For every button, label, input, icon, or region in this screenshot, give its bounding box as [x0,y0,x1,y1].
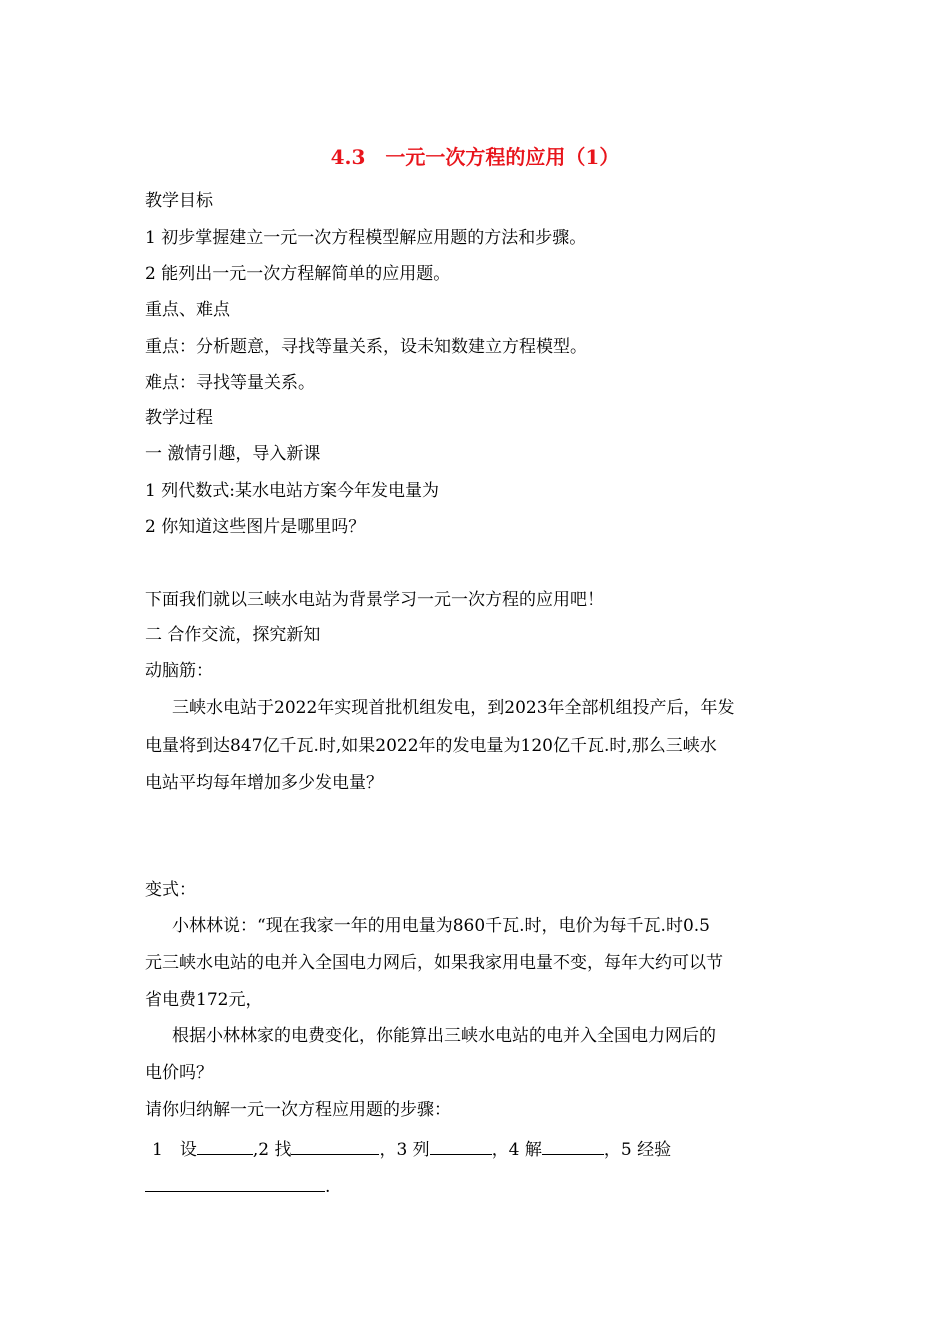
step-3-blank[interactable] [430,1137,492,1155]
step-5-label: ，5 经验 [603,1140,672,1160]
part2-heading: 二 合作交流，探究新知 [145,625,321,645]
summary-prompt: 请你归纳解一元一次方程应用题的步骤： [145,1100,451,1120]
steps-fill-in [152,1137,671,1160]
step-4-label: ，4 解 [491,1140,542,1160]
step-3-label: ，3 列 [379,1140,430,1160]
problem-line-2: 电量将到达847亿千瓦.时,如果2022年的发电量为120亿千瓦.时,那么三峡水 [145,736,717,756]
step-1-label: 1 设 [152,1140,197,1160]
problem-line-3: 电站平均每年增加多少发电量？ [145,773,383,793]
step-1-blank[interactable] [197,1137,253,1155]
goal-1: 1 初步掌握建立一元一次方程模型解应用题的方法和步骤。 [145,228,587,248]
key-point: 重点：分析题意，寻找等量关系，设未知数建立方程模型。 [145,337,587,357]
page-title: 4.3 一元一次方程的应用（1） [330,145,620,169]
step-2-blank[interactable] [291,1137,379,1155]
variant-line-3: 省电费172元， [145,990,263,1010]
goal-2: 2 能列出一元一次方程解简单的应用题。 [145,264,451,284]
brain-heading: 动脑筋： [145,661,213,681]
problem-line-1: 三峡水电站于2022年实现首批机组发电，到2023年全部机组投产后，年发 [172,698,735,718]
process-heading: 教学过程 [145,408,213,428]
key-heading: 重点、难点 [145,300,230,320]
steps-end-mark: . [325,1177,331,1197]
goals-heading: 教学目标 [145,191,213,211]
part1-heading: 一 激情引趣，导入新课 [145,444,321,464]
variant-heading: 变式： [145,880,196,900]
step-4-blank[interactable] [542,1137,604,1155]
part1-item-2: 2 你知道这些图片是哪里吗？ [145,517,366,537]
steps-final-line [145,1174,330,1197]
variant-line-1: 小林林说：“现在我家一年的用电量为860千瓦.时，电价为每千瓦.时0.5 [172,916,710,936]
question-line-1: 根据小林林家的电费变化，你能算出三峡水电站的电并入全国电力网后的 [172,1026,716,1046]
part1-item-1: 1 列代数式:某水电站方案今年发电量为 [145,481,439,501]
difficult-point: 难点：寻找等量关系。 [145,373,315,393]
step-5-blank[interactable] [145,1174,325,1192]
question-line-2: 电价吗？ [145,1063,213,1083]
step-2-label: ,2 找 [252,1140,292,1160]
transition-text: 下面我们就以三峡水电站为背景学习一元一次方程的应用吧！ [145,590,604,610]
variant-line-2: 元三峡水电站的电并入全国电力网后，如果我家用电量不变，每年大约可以节 [145,953,723,973]
